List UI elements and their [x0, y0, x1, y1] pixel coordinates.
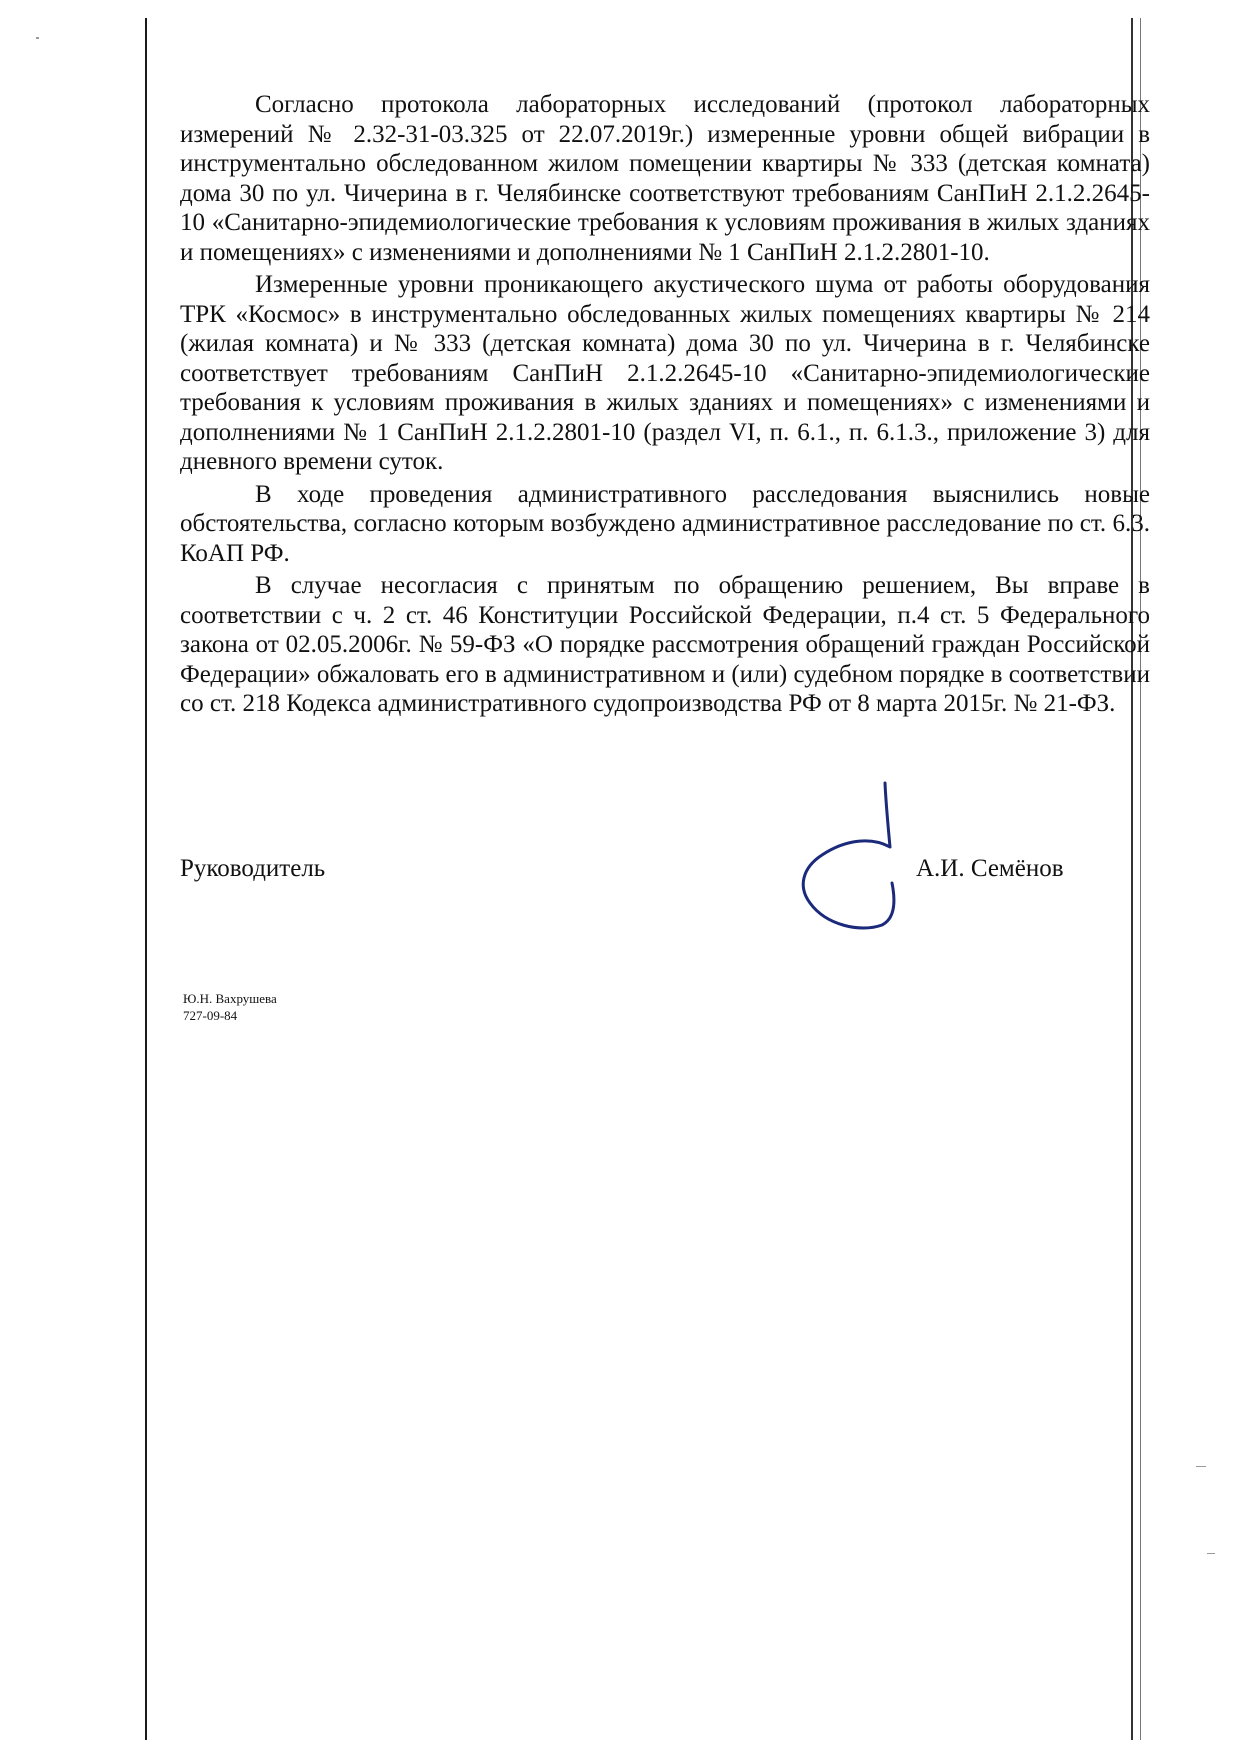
scan-margin-line-left [145, 18, 147, 1740]
scan-speck [36, 37, 39, 39]
signatory-name: А.И. Семёнов [916, 855, 1064, 882]
executor-contact [183, 990, 277, 1024]
signatory-role: Руководитель [180, 855, 326, 882]
paragraph-appeal: В случае несогласия с принятым по обращению решением, Вы вправе в соответствии с ч. 2 ст. 46 Конституции Российской Федерации, п.4 ст. 5 Федерального закона от 02.05.2006г. № 59-ФЗ «О порядке рассмотрения обращений граждан Российской Федерации» обжаловать его в административном и (или) судебном порядке в соответствии со ст. 218 Кодекса административного судопроизводства РФ от 8 марта 2015г. № 21-ФЗ. [180, 572, 1150, 717]
handwritten-signature [760, 775, 910, 935]
signature-stroke [803, 783, 894, 928]
executor-name: Ю.Н. Вахрушева [183, 991, 277, 1006]
letter-body [180, 90, 1150, 722]
scan-speck [1196, 1466, 1206, 1467]
paragraph-vibration: Согласно протокола лабораторных исследований (протокол лабораторных измерений № 2.32-31-03.325 от 22.07.2019г.) измеренные уровни общей вибрации в инструментально обследованном жилом помещении квартиры № 333 (детская комната) дома 30 по ул. Чичерина в г. Челябинске соответствуют требованиям СанПиН 2.1.2.2645-10 «Санитарно-эпидемиологические требования к условиям проживания в жилых зданиях и помещениях» с изменениями и дополнениями № 1 СанПиН 2.1.2.2801-10. [180, 91, 1150, 266]
paragraph-investigation: В ходе проведения административного расследования выяснились новые обстоятельства, согласно которым возбуждено административное расследование по ст. 6.3. КоАП РФ. [180, 480, 1150, 567]
executor-phone: 727-09-84 [183, 1008, 238, 1023]
scan-speck [1207, 1553, 1215, 1554]
paragraph-noise: Измеренные уровни проникающего акустического шума от работы оборудования ТРК «Космос» в инструментально обследованных жилых помещениях квартиры № 214 (жилая комната) и № 333 (детская комната) дома 30 по ул. Чичерина в г. Челябинске соответствует требованиям СанПиН 2.1.2.2645-10 «Санитарно-эпидемиологические требования к условиям проживания в жилых зданиях и помещениях» с изменениями и дополнениями № 1 СанПиН 2.1.2.2801-10 (раздел VI, п. 6.1., п. 6.1.3., приложение 3) для дневного времени суток. [180, 271, 1150, 475]
signature-block [180, 855, 1080, 975]
